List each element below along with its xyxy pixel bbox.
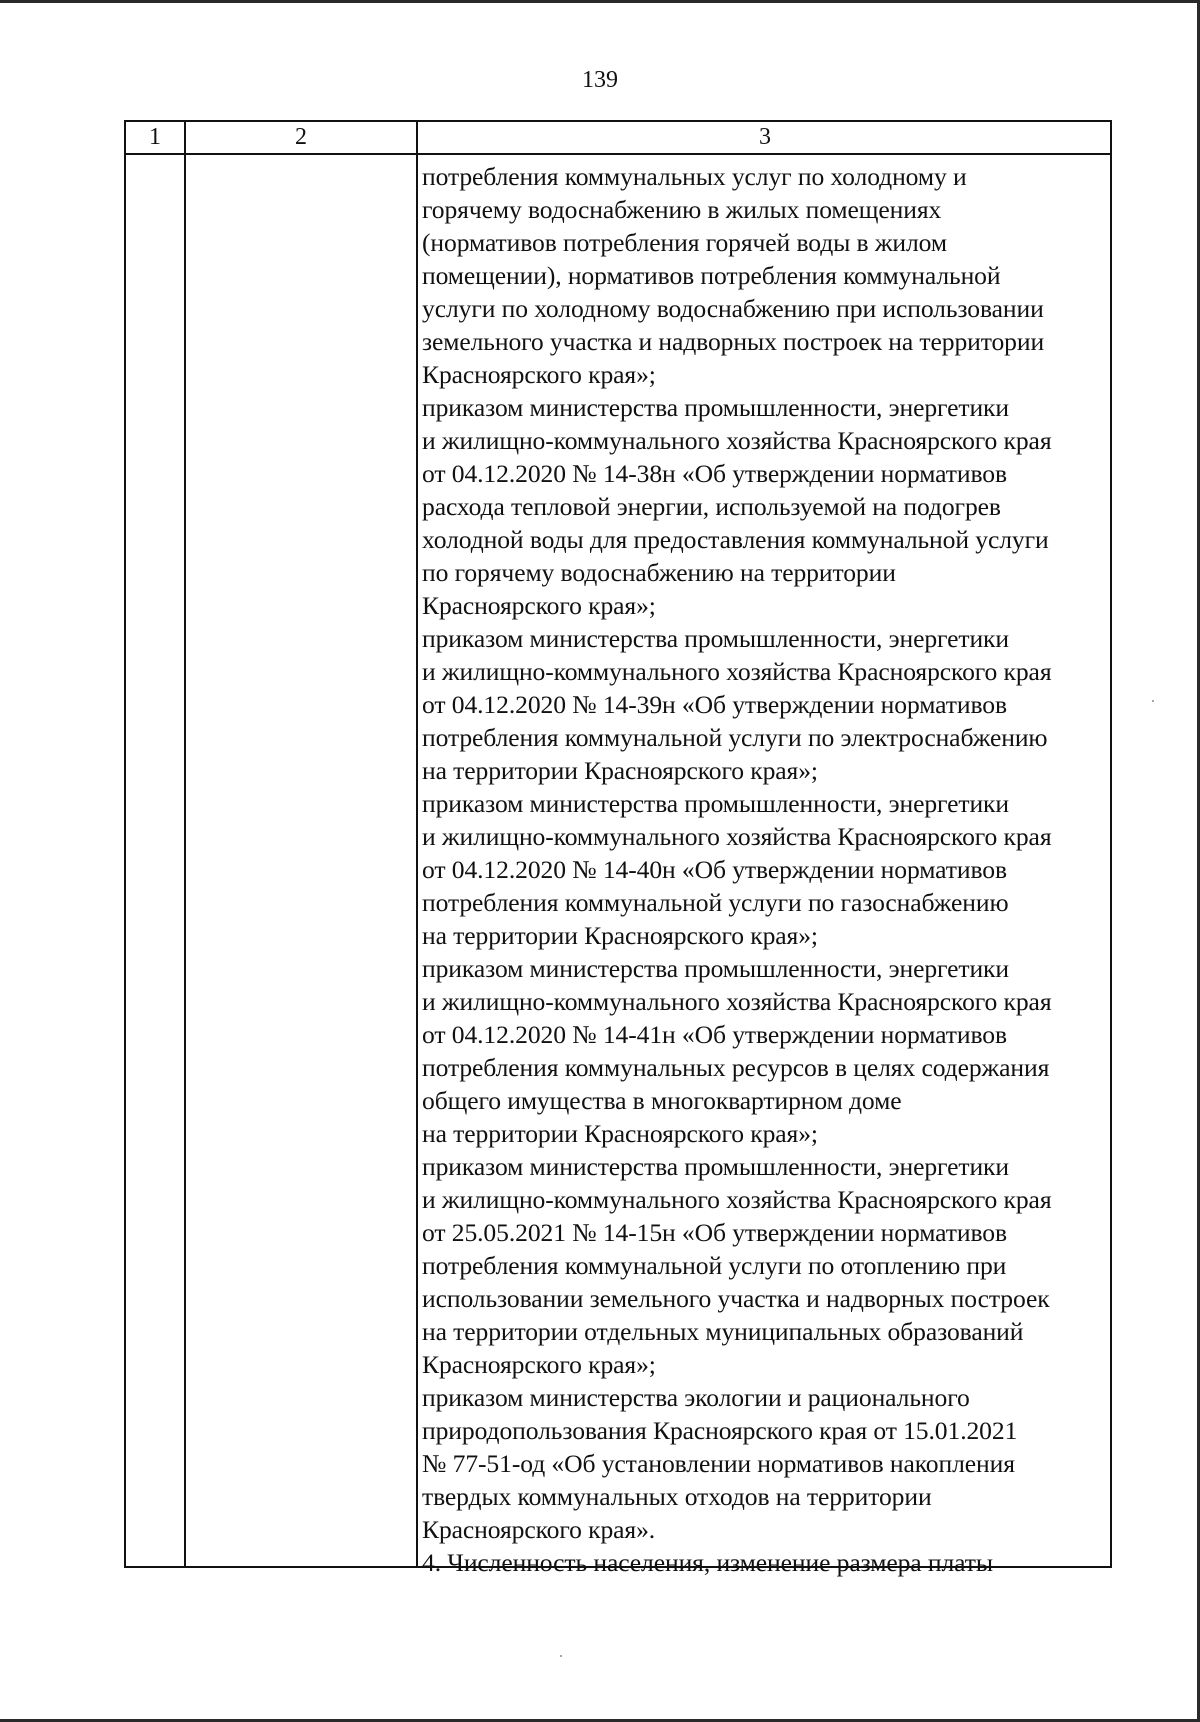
text-line: потребления коммунальных ресурсов в целях содержания bbox=[422, 1053, 1050, 1082]
column-3-text bbox=[422, 160, 1110, 1579]
text-line: потребления коммунальной услуги по отоплению при bbox=[422, 1251, 1007, 1280]
text-line: и жилищно-коммунального хозяйства Красноярского края bbox=[422, 822, 1052, 851]
document-table bbox=[124, 120, 1112, 1577]
text-line: потребления коммунальной услуги по газоснабжению bbox=[422, 888, 1009, 917]
text-line: помещении), нормативов потребления коммунальной bbox=[422, 261, 1001, 290]
text-line: холодной воды для предоставления коммунальной услуги bbox=[422, 525, 1049, 554]
text-line: Красноярского края»; bbox=[422, 360, 656, 389]
text-line: Красноярского края»; bbox=[422, 591, 656, 620]
text-line: приказом министерства промышленности, энергетики bbox=[422, 789, 1009, 818]
text-line: земельного участка и надворных построек на территории bbox=[422, 327, 1045, 356]
text-line: Красноярского края». bbox=[422, 1515, 656, 1544]
text-line: расхода тепловой энергии, используемой на подогрев bbox=[422, 492, 1001, 521]
text-line: на территории отдельных муниципальных образований bbox=[422, 1317, 1024, 1346]
text-line: приказом министерства промышленности, энергетики bbox=[422, 954, 1009, 983]
header-row-divider bbox=[126, 153, 1110, 155]
scan-speck bbox=[1152, 700, 1154, 702]
text-line: и жилищно-коммунального хозяйства Красноярского края bbox=[422, 1185, 1052, 1214]
scan-border-top bbox=[0, 0, 1200, 3]
text-line: на территории Красноярского края»; bbox=[422, 756, 818, 785]
text-line: и жилищно-коммунального хозяйства Красноярского края bbox=[422, 987, 1052, 1016]
column-header-2: 2 bbox=[295, 124, 307, 150]
text-line: Красноярского края»; bbox=[422, 1350, 656, 1379]
text-line: приказом министерства экологии и рационального bbox=[422, 1383, 970, 1412]
text-line: 4. Численность населения, изменение размера платы bbox=[422, 1548, 993, 1577]
column-divider-1 bbox=[184, 122, 186, 1566]
text-line: горячему водоснабжению в жилых помещениях bbox=[422, 195, 942, 224]
text-line: приказом министерства промышленности, энергетики bbox=[422, 624, 1009, 653]
text-line: и жилищно-коммунального хозяйства Красноярского края bbox=[422, 426, 1052, 455]
text-line: потребления коммунальной услуги по электроснабжению bbox=[422, 723, 1048, 752]
text-line: (нормативов потребления горячей воды в жилом bbox=[422, 228, 947, 257]
scan-speck bbox=[560, 1655, 562, 1657]
text-line: на территории Красноярского края»; bbox=[422, 921, 818, 950]
text-line: использовании земельного участка и надворных построек bbox=[422, 1284, 1050, 1313]
text-line: по горячему водоснабжению на территории bbox=[422, 558, 896, 587]
text-line: от 04.12.2020 № 14-41н «Об утверждении нормативов bbox=[422, 1020, 1007, 1049]
text-line: природопользования Красноярского края от 15.01.2021 bbox=[422, 1416, 1018, 1445]
column-header-1: 1 bbox=[149, 124, 161, 150]
text-line: услуги по холодному водоснабжению при использовании bbox=[422, 294, 1044, 323]
text-line: на территории Красноярского края»; bbox=[422, 1119, 818, 1148]
text-line: общего имущества в многоквартирном доме bbox=[422, 1086, 902, 1115]
text-line: от 25.05.2021 № 14-15н «Об утверждении нормативов bbox=[422, 1218, 1007, 1247]
page-number: 139 bbox=[582, 67, 618, 93]
column-divider-2 bbox=[416, 122, 418, 1566]
text-line: приказом министерства промышленности, энергетики bbox=[422, 393, 1009, 422]
text-line: от 04.12.2020 № 14-39н «Об утверждении нормативов bbox=[422, 690, 1007, 719]
text-line: от 04.12.2020 № 14-40н «Об утверждении нормативов bbox=[422, 855, 1007, 884]
text-line: № 77-51-од «Об установлении нормативов накопления bbox=[422, 1449, 1015, 1478]
text-line: потребления коммунальных услуг по холодному и bbox=[422, 162, 967, 191]
text-line: и жилищно-коммунального хозяйства Красноярского края bbox=[422, 657, 1052, 686]
column-header-3: 3 bbox=[759, 124, 771, 150]
text-line: от 04.12.2020 № 14-38н «Об утверждении нормативов bbox=[422, 459, 1007, 488]
text-line: приказом министерства промышленности, энергетики bbox=[422, 1152, 1009, 1181]
text-line: твердых коммунальных отходов на территории bbox=[422, 1482, 932, 1511]
